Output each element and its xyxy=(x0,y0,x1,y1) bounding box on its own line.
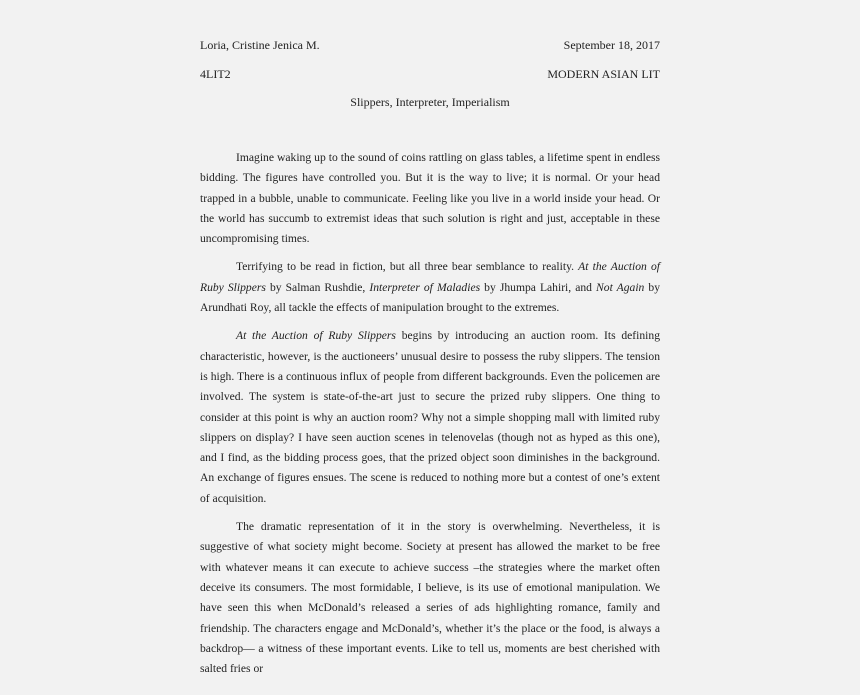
paragraph-2 xyxy=(200,257,660,318)
text-run: by Arundhati Roy, all tackle the effects of manipulation brought to the extremes. xyxy=(200,280,660,315)
text-run: Terrifying to be read in fiction, but all three bear semblance to reality. xyxy=(236,260,579,274)
document-title: Slippers, Interpreter, Imperialism xyxy=(350,95,510,109)
paragraph-3 xyxy=(200,326,660,509)
document-body xyxy=(200,148,660,687)
paragraph-4: The dramatic representation of it in the story is overwhelming. Nevertheless, it is suggestive of what society might become. Society at present has allowed the market to be free with whatever means it can execute to achieve success –the strategies where the market often deceive its consumers. The most formidable, I believe, is its use of emotional manipulation. We have seen this when McDonald’s released a series of ads highlighting romance, family and friendship. The characters engage and McDonald’s, whether it’s the place or the food, is always a backdrop— a witness of these important events. Like to tell us, moments are best cherished with salted fries or xyxy=(200,520,660,676)
italic-title-not-again: Not Again xyxy=(596,280,645,294)
italic-title-ruby-slippers: At the Auction of Ruby Slippers xyxy=(200,260,660,294)
section-code: 4LIT2 xyxy=(200,67,231,81)
course-name: MODERN ASIAN LIT xyxy=(547,67,660,81)
text-run: begins by introducing an auction room. Its defining characteristic, however, is the auctioneers’ unusual desire to possess the ruby slippers. The tension is high. There is a continuous influx of people from different backgrounds. Even the policemen are involved. The system is state-of-the-art just to secure the prized ruby slippers. One thing to consider at this point is why an auction room? Why not a simple shopping mall with limited ruby slippers on display? I have seen auction scenes in telenovelas (though not as hyped as this one), and I find, as the bidding process goes, that the prized object soon diminishes in the background. An exchange of figures ensues. The scene is reduced to nothing more but a contest of one’s extent of acquisition. xyxy=(200,329,660,505)
text-run: by Jhumpa Lahiri, and xyxy=(480,280,597,294)
italic-title-ruby-slippers: At the Auction of Ruby Slippers xyxy=(236,329,396,343)
italic-title-interpreter: Interpreter of Maladies xyxy=(369,280,481,294)
paragraph-1: Imagine waking up to the sound of coins rattling on glass tables, a lifetime spent in endless bidding. The figures have controlled you. But it is the way to live; it is normal. Or your head trapped in a bubble, unable to communicate. Feeling like you live in a world inside your head. Or the world has succumb to extremist ideas that such solution is right and just, acceptable in these uncompromising times. xyxy=(200,151,660,246)
document-date: September 18, 2017 xyxy=(563,38,660,52)
text-run: by Salman Rushdie, xyxy=(265,280,370,294)
author-name: Loria, Cristine Jenica M. xyxy=(200,38,320,52)
